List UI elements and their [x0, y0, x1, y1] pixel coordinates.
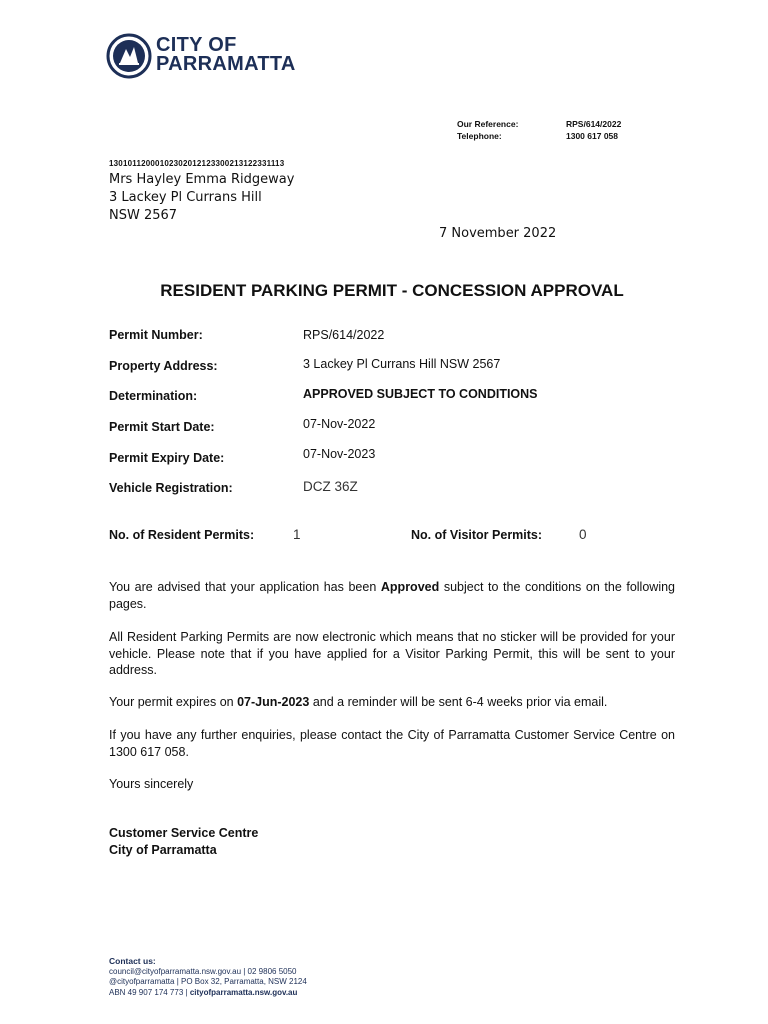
paragraph-text: You are advised that your application has been — [109, 580, 381, 594]
paragraph-approval — [109, 579, 675, 612]
logo-line-1: CITY OF — [156, 34, 237, 56]
field-label: Vehicle Registration: — [109, 481, 233, 495]
signature-line-1: Customer Service Centre — [109, 826, 259, 840]
recipient-street: 3 Lackey Pl Currans Hill — [109, 190, 262, 205]
resident-permits-label: No. of Resident Permits: — [109, 528, 255, 542]
paragraph-text: Your permit expires on — [109, 695, 238, 709]
paragraph-text: and a reminder will be sent 6-4 weeks prior via email. — [309, 695, 608, 709]
barcode-text: 13010112000102302012123300213122331113 — [109, 159, 285, 168]
visitor-permits-label: No. of Visitor Permits: — [411, 528, 543, 542]
paragraph-expiry — [109, 694, 675, 711]
footer-abn: ABN 49 907 174 773 | — [109, 987, 190, 997]
footer-heading: Contact us: — [109, 956, 156, 966]
recipient-address — [109, 171, 294, 225]
field-value: RPS/614/2022 — [303, 328, 385, 342]
our-reference-value: RPS/614/2022 — [566, 119, 622, 129]
field-value: 07-Nov-2023 — [303, 447, 376, 461]
footer-email-phone: council@cityofparramatta.nsw.gov.au | 02 9806 5050 — [109, 966, 297, 976]
letter-title: RESIDENT PARKING PERMIT - CONCESSION APPROVAL — [160, 281, 624, 300]
council-seal-icon — [106, 33, 152, 79]
paragraph-text: subject to the conditions on the following pages. — [109, 580, 675, 611]
footer-social-postal: @cityofparramatta | PO Box 32, Parramatta, NSW 2124 — [109, 977, 307, 986]
paragraph-enquiries: If you have any further enquiries, please contact the City of Parramatta Customer Service Centre on 1300 617 058. — [109, 728, 675, 759]
our-reference-label: Our Reference: — [457, 119, 519, 129]
field-label: Determination: — [109, 389, 198, 403]
field-label: Permit Number: — [109, 328, 203, 342]
recipient-name: Mrs Hayley Emma Ridgeway — [109, 172, 295, 187]
resident-permits-value: 1 — [293, 527, 301, 542]
signature-block — [109, 825, 675, 858]
footer-abn-web — [109, 988, 307, 999]
expiry-date-emphasis: 07-Jun-2023 — [237, 695, 310, 709]
field-label: Permit Start Date: — [109, 420, 215, 434]
footer-website: cityofparramatta.nsw.gov.au — [189, 987, 298, 997]
telephone-label: Telephone: — [457, 131, 502, 141]
recipient-state-postcode: NSW 2567 — [109, 208, 178, 223]
telephone-value: 1300 617 058 — [566, 131, 618, 141]
city-of-parramatta-logo — [106, 33, 316, 83]
field-value: 3 Lackey Pl Currans Hill NSW 2567 — [303, 357, 501, 371]
logo-line-2: PARRAMATTA — [156, 53, 296, 75]
letter-date: 7 November 2022 — [439, 226, 557, 241]
footer-contact — [109, 956, 307, 998]
vehicle-registration-value: DCZ 36Z — [303, 479, 358, 494]
field-label: Permit Expiry Date: — [109, 451, 225, 465]
field-value: APPROVED SUBJECT TO CONDITIONS — [303, 387, 538, 401]
logo-wordmark — [156, 36, 296, 74]
visitor-permits-value: 0 — [579, 527, 587, 542]
field-value: 07-Nov-2022 — [303, 417, 376, 431]
signature-line-2: City of Parramatta — [109, 842, 217, 857]
closing-salutation: Yours sincerely — [109, 777, 194, 791]
approved-emphasis: Approved — [380, 580, 440, 594]
paragraph-electronic: All Resident Parking Permits are now electronic which means that no sticker will be provided for your vehicle. Please note that if you have applied for a Visitor Parking Permit, this will be sent to your address. — [109, 630, 675, 677]
field-label: Property Address: — [109, 359, 218, 373]
